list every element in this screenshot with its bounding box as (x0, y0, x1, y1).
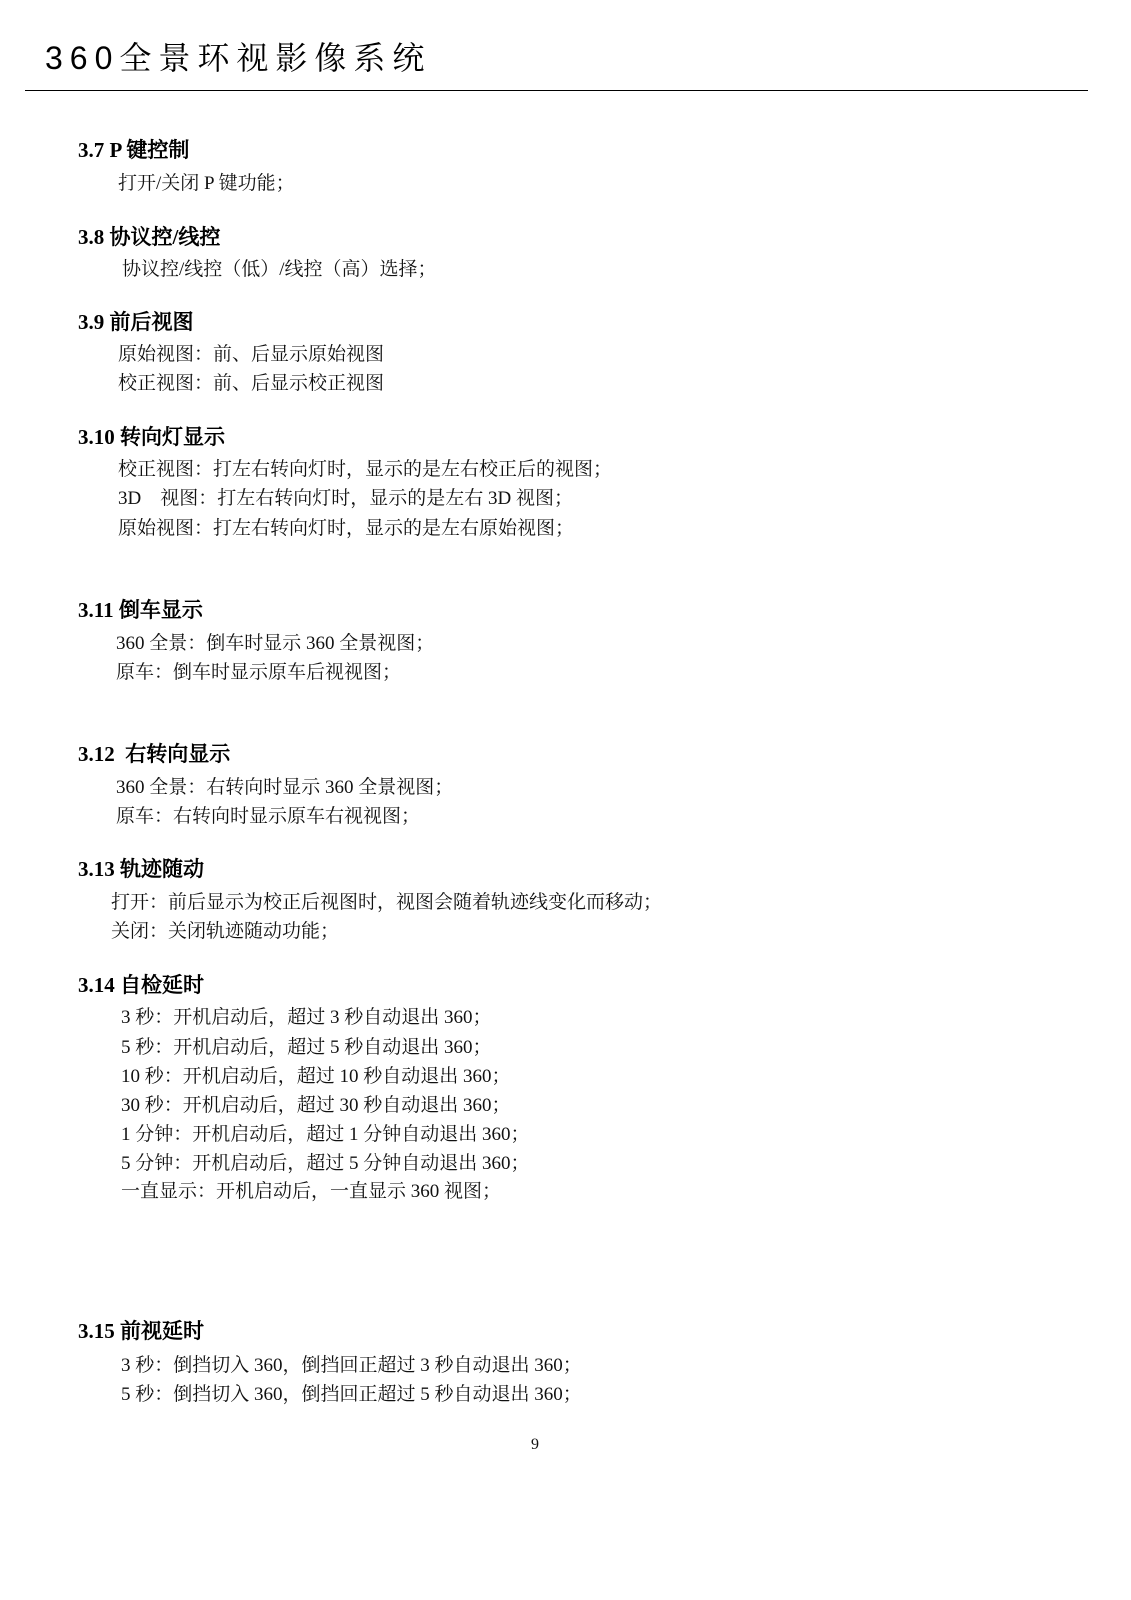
section-heading-3-15: 3.15 前视延时 (78, 1319, 204, 1343)
section-3-14-line: 一直显示：开机启动后，一直显示 360 视图； (121, 1181, 502, 1202)
section-3-9-line: 校正视图：前、后显示校正视图 (118, 373, 385, 394)
section-3-15-line: 5 秒：倒挡切入 360，倒挡回正超过 5 秒自动退出 360； (121, 1384, 582, 1405)
section-3-13-line: 关闭：关闭轨迹随动功能； (111, 921, 340, 942)
section-3-14-line: 3 秒：开机启动后，超过 3 秒自动退出 360； (121, 1007, 492, 1028)
section-3-14-line: 30 秒：开机启动后，超过 30 秒自动退出 360； (121, 1095, 511, 1116)
section-3-11-line: 原车：倒车时显示原车后视视图； (116, 662, 402, 683)
section-3-14-line: 1 分钟：开机启动后，超过 1 分钟自动退出 360； (121, 1124, 530, 1145)
section-heading-3-14: 3.14 自检延时 (78, 973, 204, 997)
section-3-11-line: 360 全景：倒车时显示 360 全景视图； (116, 633, 435, 654)
section-heading-3-8: 3.8 协议控/线控 (78, 225, 221, 249)
section-heading-3-11: 3.11 倒车显示 (78, 598, 203, 622)
section-heading-3-9: 3.9 前后视图 (78, 310, 194, 334)
section-heading-3-10: 3.10 转向灯显示 (78, 425, 225, 449)
section-3-15-line: 3 秒：倒挡切入 360，倒挡回正超过 3 秒自动退出 360； (121, 1355, 582, 1376)
section-3-10-line: 3D 视图：打左右转向灯时，显示的是左右 3D 视图； (118, 488, 573, 509)
section-3-9-line: 原始视图：前、后显示原始视图 (118, 344, 385, 365)
section-3-14-line: 10 秒：开机启动后，超过 10 秒自动退出 360； (121, 1066, 511, 1087)
section-3-10-line: 原始视图：打左右转向灯时，显示的是左右原始视图； (118, 518, 575, 539)
section-3-8-line: 协议控/线控（低）/线控（高）选择； (122, 259, 437, 280)
section-heading-3-12: 3.12 右转向显示 (78, 742, 231, 766)
section-3-10-line: 校正视图：打左右转向灯时，显示的是左右校正后的视图； (118, 459, 613, 480)
section-3-14-line: 5 秒：开机启动后，超过 5 秒自动退出 360； (121, 1037, 492, 1058)
header-rule (25, 90, 1088, 91)
section-3-7-line: 打开/关闭 P 键功能； (118, 173, 295, 194)
section-3-12-line: 360 全景：右转向时显示 360 全景视图； (116, 777, 454, 798)
section-heading-3-7: 3.7 P 键控制 (78, 138, 190, 162)
section-3-12-line: 原车：右转向时显示原车右视视图； (116, 806, 421, 827)
document-header-title: 360全景环视影像系统 (45, 40, 432, 76)
section-3-14-line: 5 分钟：开机启动后，超过 5 分钟自动退出 360； (121, 1153, 530, 1174)
page-number: 9 (531, 1436, 539, 1453)
section-heading-3-13: 3.13 轨迹随动 (78, 857, 204, 881)
section-3-13-line: 打开：前后显示为校正后视图时，视图会随着轨迹线变化而移动； (111, 892, 663, 913)
